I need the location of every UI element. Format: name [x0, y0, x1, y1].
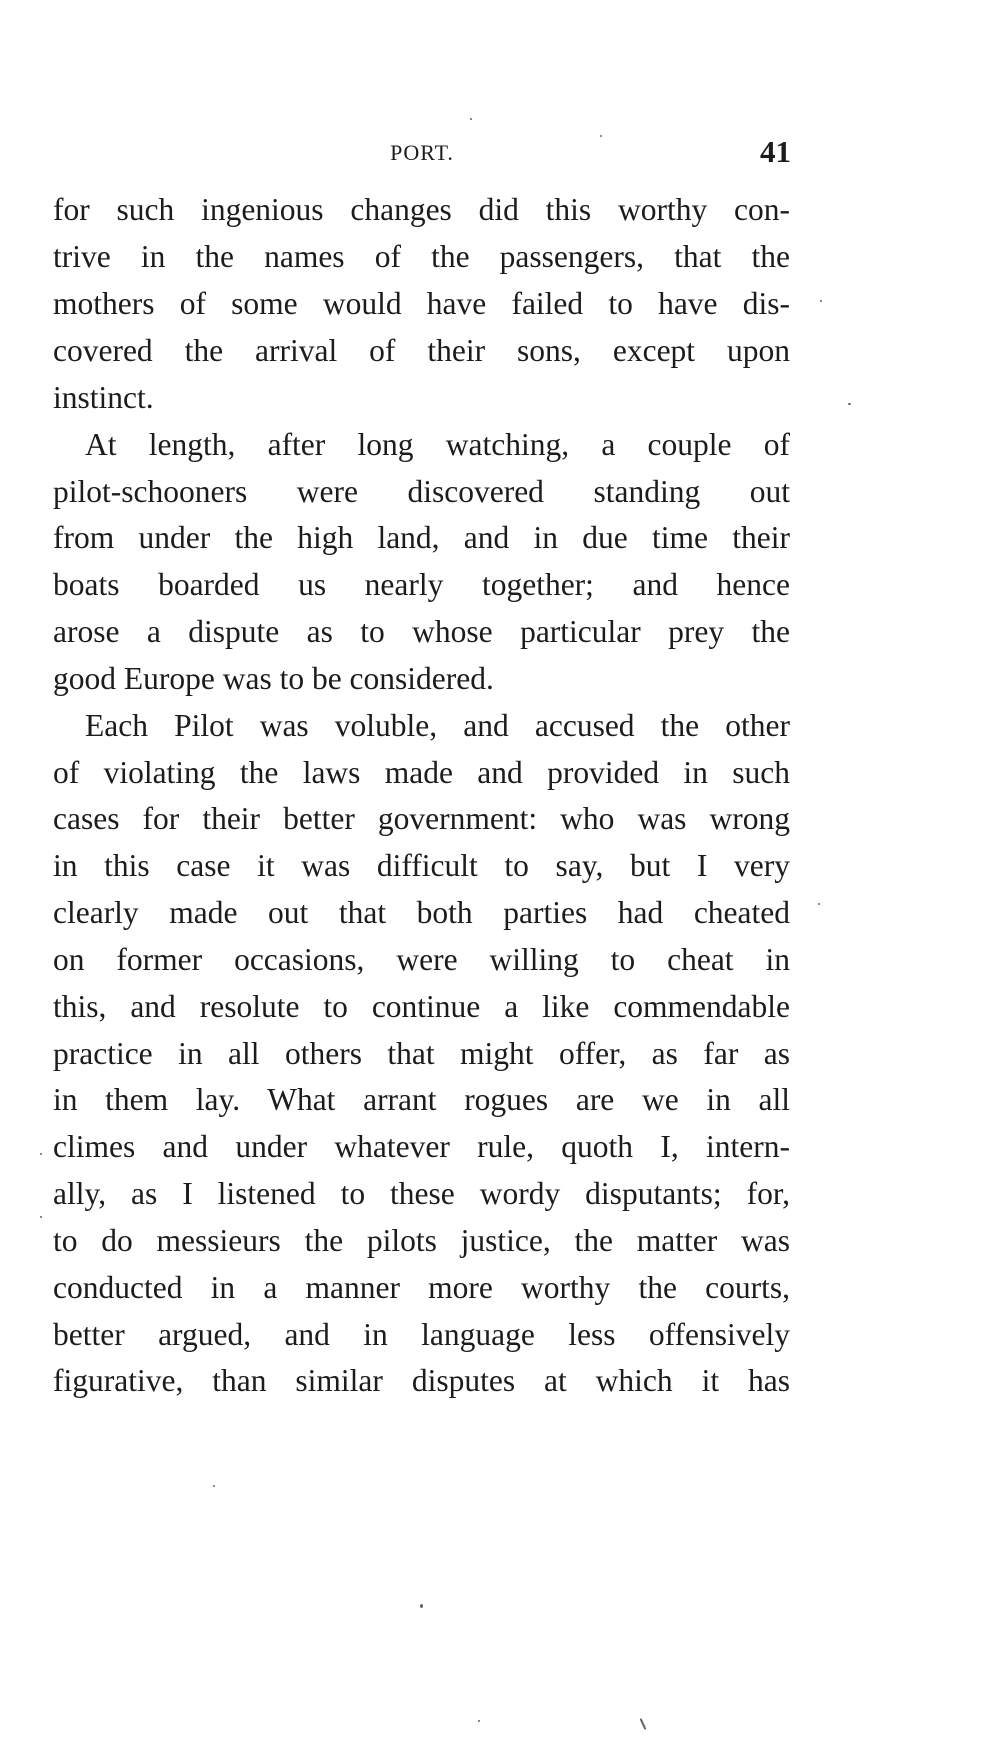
scan-speck — [420, 1604, 423, 1608]
text-line: arose a dispute as to whose particular prey the — [53, 614, 790, 649]
text-line: practice in all others that might offer, as far as — [53, 1036, 790, 1071]
page-number: 41 — [760, 134, 791, 169]
text-line: good Europe was to be considered. — [53, 661, 494, 696]
scan-speck — [478, 1720, 480, 1722]
running-head — [53, 134, 791, 180]
running-title: PORT. — [390, 140, 454, 165]
text-line: in them lay. What arrant rogues are we in all — [53, 1082, 790, 1117]
text-line: trive in the names of the passengers, that the — [53, 239, 790, 274]
scan-speck — [40, 1153, 42, 1155]
text-line: of violating the laws made and provided in such — [53, 755, 790, 790]
text-line: instinct. — [53, 380, 154, 415]
text-line: to do messieurs the pilots justice, the matter was — [53, 1223, 790, 1258]
text-line: At length, after long watching, a couple of — [85, 427, 790, 462]
text-line: better argued, and in language less offensively — [53, 1317, 790, 1352]
scan-speck — [640, 1718, 647, 1730]
scan-speck — [470, 118, 472, 120]
text-line: covered the arrival of their sons, except upon — [53, 333, 790, 368]
text-line: pilot-schooners were discovered standing out — [53, 474, 790, 509]
text-line: mothers of some would have failed to have dis- — [53, 286, 790, 321]
text-line: boats boarded us nearly together; and hence — [53, 567, 790, 602]
text-line: for such ingenious changes did this worthy con- — [53, 192, 790, 227]
scan-speck — [40, 1216, 42, 1218]
text-line: this, and resolute to continue a like commendable — [53, 989, 790, 1024]
scan-speck — [848, 403, 851, 405]
text-line: climes and under whatever rule, quoth I, intern- — [53, 1129, 790, 1164]
text-line: clearly made out that both parties had cheated — [53, 895, 790, 930]
text-line: from under the high land, and in due time their — [53, 520, 790, 555]
scan-speck — [600, 135, 602, 137]
scan-speck — [820, 300, 822, 302]
text-line: cases for their better government: who was wrong — [53, 801, 790, 836]
scan-speck — [213, 1485, 215, 1487]
text-line: on former occasions, were willing to cheat in — [53, 942, 790, 977]
scan-speck — [818, 903, 820, 905]
text-line: Each Pilot was voluble, and accused the other — [85, 708, 790, 743]
text-line: in this case it was difficult to say, but I very — [53, 848, 790, 883]
text-line: ally, as I listened to these wordy disputants; for, — [53, 1176, 790, 1211]
text-line: conducted in a manner more worthy the courts, — [53, 1270, 790, 1305]
text-line: figurative, than similar disputes at which it has — [53, 1363, 790, 1398]
